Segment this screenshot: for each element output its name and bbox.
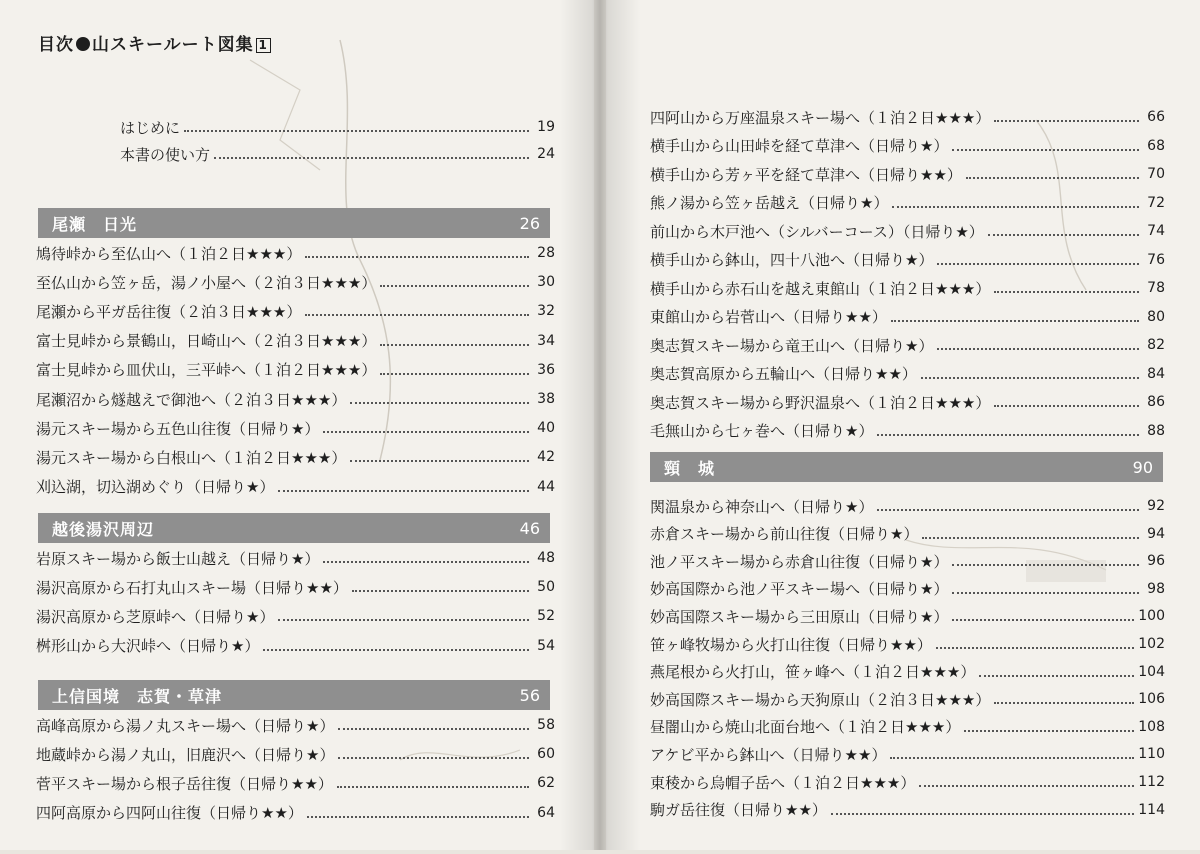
entry-title: 関温泉から神奈山へ（日帰り★） [650,497,874,516]
entry-title: 鳩待峠から至仏山へ（１泊２日★★★） [36,244,302,263]
leader-dots [952,592,1139,594]
page-title [38,30,271,55]
entry-title: 笹ヶ峰牧場から火打山往復（日帰り★★） [650,635,932,654]
entry-page-number: 84 [1147,365,1165,382]
entry-title: 東館山から岩菅山へ（日帰り★★） [650,308,887,326]
leader-dots [307,816,529,818]
toc-entry [36,545,555,571]
entry-title: 妙高国際スキー場から三田原山（日帰り★） [650,607,949,626]
entry-title: 桝形山から大沢峠へ（日帰り★） [36,637,260,656]
toc-entry [650,275,1165,301]
toc-entry [650,521,1165,547]
entry-page-number: 114 [1138,801,1165,818]
leader-dots [337,786,529,788]
toc-entry [650,714,1165,740]
entry-page-number: 78 [1147,280,1165,296]
toc-entry [650,418,1165,444]
leader-dots [278,619,529,621]
entry-title: 熊ノ湯から笠ヶ岳越え（日帰り★） [650,194,889,212]
toc-entry [36,633,555,659]
entry-page-number: 30 [537,274,555,291]
entry-title: 岩原スキー場から飯士山越え（日帰り★） [36,549,320,568]
toc-entry [36,269,555,295]
leader-dots [214,157,529,159]
toc-entry [36,415,555,441]
section-page-number: 46 [519,518,540,538]
leader-dots [380,285,529,287]
entry-page-number: 50 [537,579,555,596]
entry-title: 前山から木戸池へ（シルバーコース）（日帰り★） [650,222,984,241]
section-page-number: 26 [519,213,540,233]
intro-entry [120,114,555,140]
leader-dots [305,314,529,316]
leader-dots [994,405,1139,407]
entry-title: 湯沢高原から芝原峠へ（日帰り★） [36,607,275,626]
leader-dots [263,649,529,651]
toc-entry [36,603,555,629]
section-title: 頸 城 [664,458,716,478]
toc-entry [36,741,555,767]
entry-title: 燕尾根から火打山，笹ヶ峰へ（１泊２日★★★） [650,663,976,682]
entry-title: 毛無山から七ヶ巻へ（日帰り★） [650,422,874,440]
entry-title: 横手山から赤石山を越え東館山（１泊２日★★★） [650,279,991,298]
entry-page-number: 34 [537,332,555,349]
entry-title: 湯元スキー場から白根山へ（１泊２日★★★） [36,448,347,467]
leader-dots [937,263,1139,265]
entry-title: 富士見峠から皿伏山，三平峠へ（１泊２日★★★） [36,361,377,380]
entry-page-number: 106 [1138,691,1165,708]
book-gutter [560,0,640,850]
toc-entry [650,332,1165,358]
toc-entry [650,797,1165,823]
entry-title: 湯元スキー場から五色山往復（日帰り★） [36,419,320,438]
leader-dots [994,702,1134,704]
leader-dots [936,647,1134,649]
entry-page-number: 36 [537,361,555,378]
section-title: 上信国境 志賀・草津 [52,686,223,706]
entry-page-number: 62 [537,775,555,792]
entry-page-number: 104 [1138,663,1165,680]
entry-title: 高峰高原から湯ノ丸スキー場へ（日帰り★） [36,716,335,735]
entry-page-number: 112 [1138,774,1165,790]
toc-entry [36,357,555,383]
section-title: 尾瀬 日光 [52,214,138,234]
entry-page-number: 28 [537,245,555,261]
entry-title: 池ノ平スキー場から赤倉山往復（日帰り★） [650,552,949,571]
section-header [650,452,1163,482]
entry-title: 刈込湖，切込湖めぐり（日帰り★） [36,478,275,497]
toc-entry [36,328,555,354]
toc-entry [650,161,1165,187]
leader-dots [877,509,1139,511]
leader-dots [305,256,529,258]
entry-title: 赤倉スキー場から前山往復（日帰り★） [650,525,919,544]
leader-dots [994,291,1139,293]
toc-entry [650,218,1165,244]
entry-title: 東稜から烏帽子岳へ（１泊２日★★★） [650,773,916,792]
leader-dots [921,377,1139,379]
toc-entry [650,548,1165,574]
leader-dots [380,373,529,375]
intro-entry [120,141,555,167]
entry-page-number: 92 [1147,498,1165,514]
toc-entry [36,386,555,412]
entry-title: 四阿高原から四阿山往復（日帰り★★） [36,804,303,823]
title-prefix: 目次 [38,35,74,55]
toc-entry [36,474,555,500]
entry-page-number: 86 [1147,394,1165,410]
entry-title: 尾瀬沼から燧越えで御池へ（２泊３日★★★） [36,390,347,409]
entry-title: 横手山から鉢山，四十八池へ（日帰り★） [650,251,934,269]
entry-title: 奥志賀スキー場から竜王山へ（日帰り★） [650,336,934,355]
leader-dots [350,460,529,462]
entry-page-number: 24 [537,146,555,162]
section-page-number: 90 [1132,457,1153,477]
entry-page-number: 68 [1147,137,1165,154]
entry-page-number: 66 [1147,109,1165,125]
entry-title: 横手山から芳ヶ平を経て草津へ（日帰り★★） [650,165,962,184]
entry-page-number: 70 [1147,166,1165,182]
section-header [38,680,550,710]
toc-entry [650,190,1165,216]
toc-entry [650,389,1165,415]
leader-dots [338,757,529,759]
toc-entry [36,240,555,266]
volume-number: 1 [256,38,271,53]
entry-page-number: 88 [1147,422,1165,439]
leader-dots [952,564,1139,566]
entry-title: 妙高国際スキー場から天狗原山（２泊３日★★★） [650,690,991,709]
entry-title: 横手山から山田峠を経て草津へ（日帰り★） [650,137,949,155]
title-main: 山スキールート図集 [92,35,254,55]
bullet-circle-icon [76,37,90,51]
toc-entry [650,769,1165,795]
entry-page-number: 38 [537,391,555,407]
toc-entry [650,741,1165,767]
toc-entry [36,770,555,796]
toc-entry [650,133,1165,159]
entry-title: 菅平スキー場から根子岳往復（日帰り★★） [36,774,333,793]
toc-entry [650,361,1165,387]
entry-page-number: 80 [1147,308,1165,325]
entry-page-number: 102 [1138,636,1165,652]
entry-page-number: 48 [537,550,555,566]
entry-title: 尾瀬から平ガ岳往復（２泊３日★★★） [36,302,302,321]
entry-title: 奥志賀高原から五輪山へ（日帰り★★） [650,365,917,383]
entry-title: 地蔵峠から湯ノ丸山，旧鹿沢へ（日帰り★） [36,745,335,764]
entry-page-number: 100 [1138,608,1165,625]
leader-dots [890,757,1134,759]
toc-entry [650,576,1165,602]
entry-page-number: 82 [1147,337,1165,353]
entry-page-number: 60 [537,746,555,763]
section-title: 越後湯沢周辺 [52,519,155,539]
entry-title: 昼闇山から焼山北面台地へ（１泊２日★★★） [650,718,961,737]
entry-title: 駒ガ岳往復（日帰り★★） [650,801,827,820]
toc-entry [36,444,555,470]
entry-title: 妙高国際から池ノ平スキー場へ（日帰り★） [650,580,949,599]
entry-page-number: 94 [1147,525,1165,542]
leader-dots [922,537,1139,539]
leader-dots [338,728,529,730]
leader-dots [831,813,1134,815]
entry-title: はじめに [120,118,181,137]
entry-page-number: 64 [537,804,555,821]
leader-dots [877,434,1139,436]
toc-entry [650,659,1165,685]
entry-page-number: 19 [537,119,555,135]
toc-entry [36,298,555,324]
leader-dots [952,619,1134,621]
toc-entry [36,712,555,738]
leader-dots [988,234,1139,236]
toc-entry [650,493,1165,519]
leader-dots [892,206,1139,208]
leader-dots [966,177,1139,179]
leader-dots [184,130,529,132]
toc-entry [36,574,555,600]
section-header [38,513,550,543]
entry-page-number: 108 [1138,718,1165,735]
toc-entry [650,631,1165,657]
leader-dots [323,561,529,563]
entry-page-number: 72 [1147,194,1165,211]
toc-entry [36,800,555,826]
entry-page-number: 54 [537,637,555,654]
toc-entry [650,304,1165,330]
entry-page-number: 96 [1147,553,1165,570]
entry-page-number: 32 [537,303,555,320]
entry-page-number: 76 [1147,251,1165,268]
section-header [38,208,550,238]
leader-dots [278,490,529,492]
entry-page-number: 44 [537,478,555,495]
leader-dots [964,730,1134,732]
entry-title: 至仏山から笠ヶ岳，湯ノ小屋へ（２泊３日★★★） [36,273,377,292]
entry-page-number: 42 [537,449,555,466]
leader-dots [919,785,1134,787]
leader-dots [891,320,1139,322]
entry-title: 富士見峠から景鶴山，日崎山へ（２泊３日★★★） [36,332,377,351]
toc-entry [650,603,1165,629]
leader-dots [323,431,529,433]
leader-dots [952,149,1139,151]
entry-page-number: 52 [537,608,555,625]
leader-dots [350,402,529,404]
leader-dots [979,675,1134,677]
leader-dots [380,344,529,346]
entry-page-number: 40 [537,420,555,437]
entry-page-number: 98 [1147,580,1165,597]
leader-dots [352,590,529,592]
entry-page-number: 58 [537,717,555,733]
toc-entry [650,247,1165,273]
entry-page-number: 74 [1147,223,1165,239]
entry-title: 奥志賀スキー場から野沢温泉へ（１泊２日★★★） [650,393,991,412]
entry-title: 四阿山から万座温泉スキー場へ（１泊２日★★★） [650,108,991,127]
section-page-number: 56 [519,685,540,705]
entry-page-number: 110 [1138,746,1165,763]
entry-title: アケビ平から鉢山へ（日帰り★★） [650,745,887,764]
entry-title: 本書の使い方 [120,145,211,164]
toc-entry [650,686,1165,712]
leader-dots [937,348,1139,350]
leader-dots [994,120,1139,122]
toc-entry [650,104,1165,130]
entry-title: 湯沢高原から石打丸山スキー場（日帰り★★） [36,578,348,597]
